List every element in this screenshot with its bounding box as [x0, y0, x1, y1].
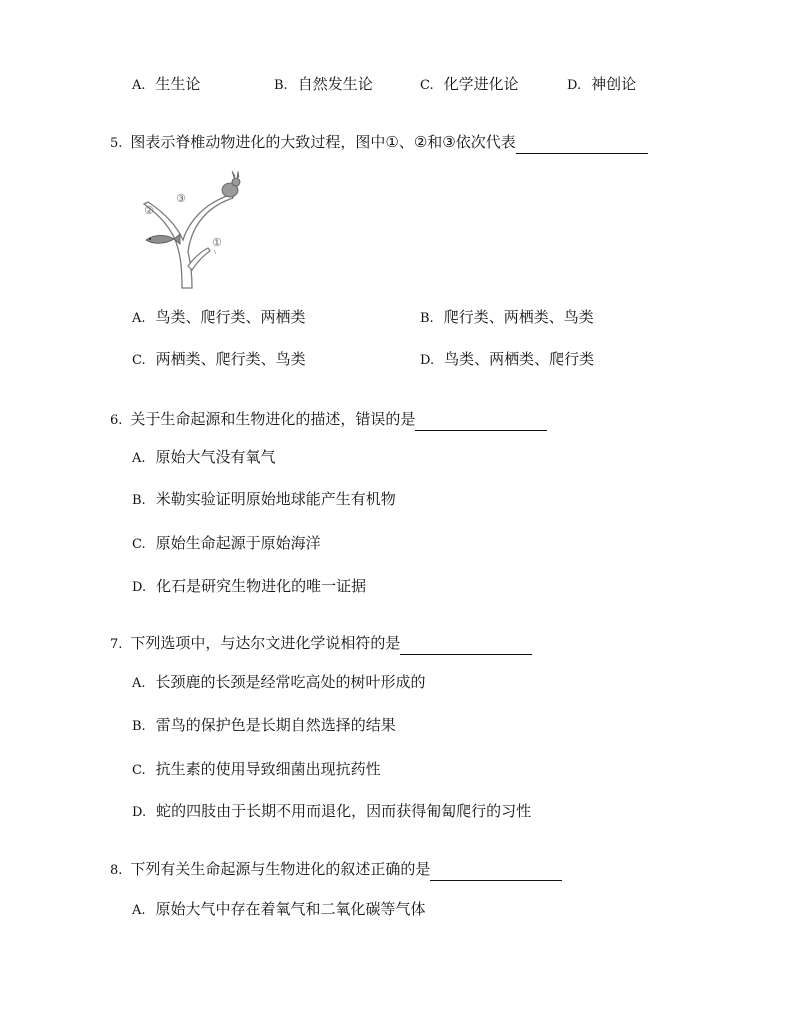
q7-option-a[interactable]: [132, 672, 426, 694]
option-text: 原始大气没有氧气: [155, 448, 276, 466]
option-letter: C.: [132, 763, 146, 778]
q6-option-c[interactable]: [132, 533, 321, 555]
answer-blank[interactable]: [430, 864, 562, 881]
label-leader: [214, 250, 216, 254]
question-number: 8.: [110, 863, 123, 878]
q6-option-a[interactable]: [132, 447, 276, 469]
q8-option-a[interactable]: [132, 899, 426, 921]
q7-stem: [110, 633, 532, 655]
q5-option-d[interactable]: [420, 349, 594, 371]
question-text: 下列选项中，与达尔文进化学说相符的是: [130, 634, 401, 652]
option-letter: B.: [274, 78, 288, 93]
option-text: 原始大气中存在着氧气和二氧化碳等气体: [155, 900, 426, 918]
option-text: 长颈鹿的长颈是经常吃高处的树叶形成的: [155, 673, 426, 691]
q7-option-d[interactable]: [132, 801, 531, 823]
option-text: 蛇的四肢由于长期不用而退化，因而获得匍匐爬行的习性: [156, 802, 532, 820]
option-text: 米勒实验证明原始地球能产生有机物: [155, 490, 396, 508]
figure-label-3: ③: [176, 192, 186, 205]
option-letter: B.: [132, 493, 146, 508]
q5-stem: [110, 132, 648, 154]
option-letter: A.: [132, 903, 146, 918]
option-letter: D.: [132, 580, 147, 595]
option-text: 神创论: [591, 75, 637, 93]
mammal-ears-icon: [232, 171, 239, 178]
option-letter: C.: [132, 353, 146, 368]
question-text: 关于生命起源和生物进化的描述，错误的是: [130, 410, 416, 428]
question-text: 下列有关生命起源与生物进化的叙述正确的是: [130, 860, 431, 878]
q7-option-b[interactable]: [132, 715, 396, 737]
option-letter: D.: [132, 805, 147, 820]
question-number: 6.: [110, 413, 123, 428]
option-letter: C.: [132, 537, 146, 552]
option-letter: A.: [132, 311, 146, 326]
option-text: 抗生素的使用导致细菌出现抗药性: [155, 760, 381, 778]
q5-option-a[interactable]: [132, 307, 306, 329]
q4-option-d[interactable]: [567, 74, 636, 96]
option-letter: A.: [132, 451, 146, 466]
option-text: 化石是研究生物进化的唯一证据: [156, 577, 367, 595]
option-letter: A.: [132, 676, 146, 691]
question-number: 7.: [110, 637, 123, 652]
q7-option-c[interactable]: [132, 759, 381, 781]
q6-stem: [110, 409, 547, 431]
option-text: 生生论: [155, 75, 201, 93]
option-letter: A.: [132, 78, 146, 93]
option-letter: B.: [420, 311, 434, 326]
option-text: 雷鸟的保护色是长期自然选择的结果: [155, 716, 396, 734]
option-text: 爬行类、两栖类、鸟类: [443, 308, 594, 326]
tree-branch-lower: [188, 248, 210, 270]
vertebrate-evolution-tree-figure: [136, 170, 248, 290]
q6-option-b[interactable]: [132, 489, 396, 511]
option-letter: D.: [567, 78, 582, 93]
option-letter: B.: [132, 719, 146, 734]
q5-option-b[interactable]: [420, 307, 594, 329]
question-number: 5.: [110, 136, 123, 151]
figure-label-2: ②: [144, 204, 154, 217]
q6-option-d[interactable]: [132, 576, 366, 598]
answer-blank[interactable]: [516, 137, 648, 154]
q4-option-a[interactable]: [132, 74, 201, 96]
fish-eye-icon: [149, 238, 151, 240]
option-text: 两栖类、爬行类、鸟类: [155, 350, 306, 368]
q8-stem: [110, 859, 562, 881]
option-text: 自然发生论: [297, 75, 373, 93]
mammal-head-icon: [232, 178, 240, 186]
option-text: 鸟类、爬行类、两栖类: [155, 308, 306, 326]
option-text: 化学进化论: [443, 75, 519, 93]
figure-label-1: ①: [212, 236, 222, 249]
answer-blank[interactable]: [400, 638, 532, 655]
evolution-tree-svg: [136, 170, 248, 290]
question-text: 图表示脊椎动物进化的大致过程，图中①、②和③依次代表: [130, 133, 516, 151]
option-letter: D.: [420, 353, 435, 368]
q4-option-c[interactable]: [420, 74, 519, 96]
answer-blank[interactable]: [415, 414, 547, 431]
q5-option-c[interactable]: [132, 349, 306, 371]
option-letter: C.: [420, 78, 434, 93]
option-text: 鸟类、两栖类、爬行类: [444, 350, 595, 368]
option-text: 原始生命起源于原始海洋: [155, 534, 321, 552]
q4-option-b[interactable]: [274, 74, 373, 96]
